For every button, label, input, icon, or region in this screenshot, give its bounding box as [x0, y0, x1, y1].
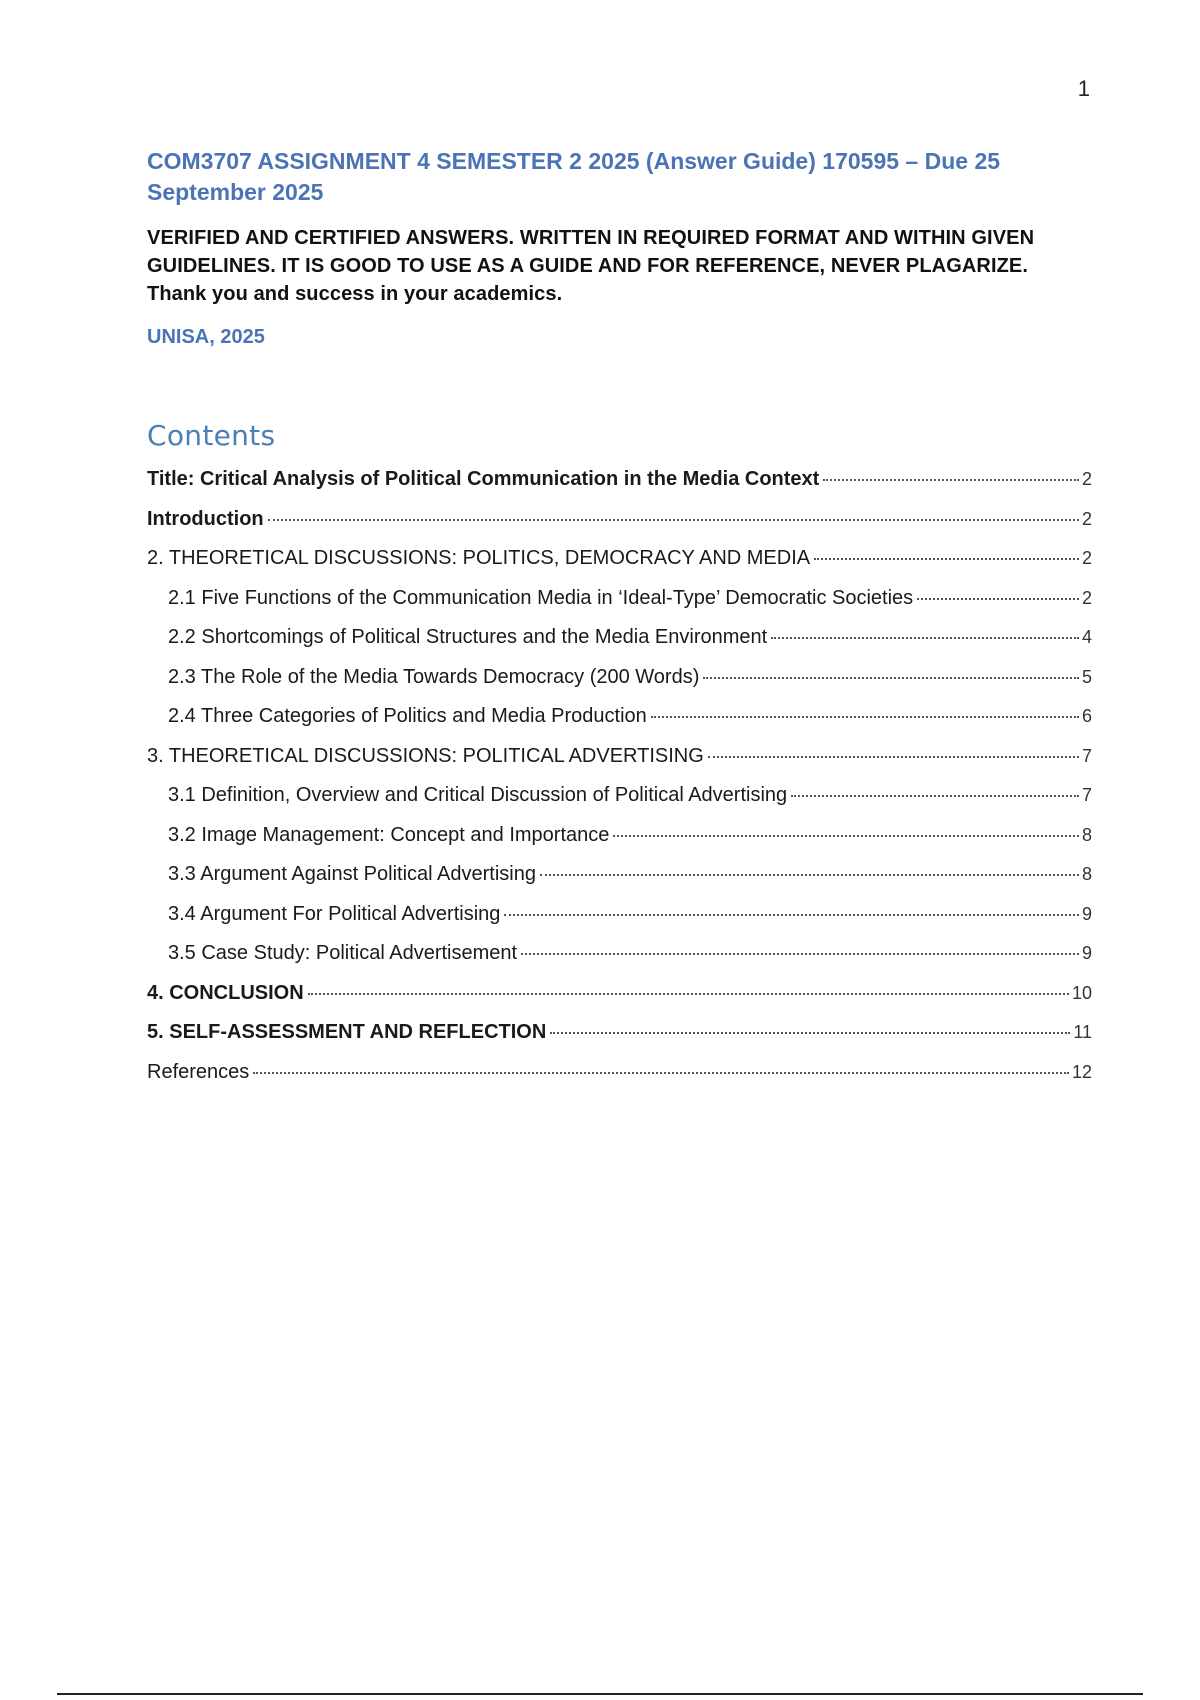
- toc-entry-label: References: [147, 1060, 250, 1083]
- contents-heading: Contents: [147, 419, 276, 452]
- toc-entry-section-3-4[interactable]: [147, 895, 1092, 935]
- toc-entry-label: 3.3 Argument Against Political Advertising: [168, 863, 536, 885]
- toc-entry-page: 9: [1081, 943, 1092, 963]
- dot-leader: [823, 479, 1079, 481]
- toc-entry-section-3-3[interactable]: [147, 855, 1092, 895]
- dot-leader: [771, 637, 1079, 639]
- toc-entry-page: 6: [1081, 706, 1092, 726]
- dot-leader: [540, 874, 1079, 876]
- toc-entry-page: 9: [1081, 903, 1092, 924]
- footer-divider: [57, 1693, 1143, 1695]
- toc-entry-label: 5. SELF-ASSESSMENT AND REFLECTION: [147, 1021, 547, 1043]
- toc-entry-label: Title: Critical Analysis of Political Communication in the Media Context: [147, 468, 820, 490]
- toc-entry-label: 4. CONCLUSION: [147, 981, 304, 1004]
- toc-entry-introduction[interactable]: [147, 500, 1092, 540]
- toc-entry-page: 5: [1081, 666, 1092, 687]
- toc-entry-section-2-2[interactable]: [147, 618, 1092, 658]
- dot-leader: [708, 756, 1079, 758]
- toc-entry-section-3-2[interactable]: [147, 816, 1092, 856]
- toc-entry-title[interactable]: [147, 460, 1092, 500]
- toc-entry-page: 11: [1073, 1022, 1092, 1042]
- toc-entry-label: 3.1 Definition, Overview and Critical Discussion of Political Advertising: [168, 784, 788, 806]
- document-body: [147, 146, 1092, 1092]
- toc-entry-references[interactable]: [147, 1053, 1092, 1093]
- toc-entry-section-2[interactable]: [147, 539, 1092, 579]
- dot-leader: [613, 835, 1079, 837]
- disclaimer-note: VERIFIED AND CERTIFIED ANSWERS. WRITTEN IN REQUIRED FORMAT AND WITHIN GIVEN GUIDELINES. IT IS GOOD TO USE AS A GUIDE AND FOR REFERENCE, NEVER PLAGARIZE. Thank you and success in your academics.: [147, 227, 1035, 305]
- dot-leader: [791, 795, 1079, 797]
- toc-entry-page: 8: [1081, 864, 1092, 884]
- toc-entry-page: 4: [1081, 627, 1092, 647]
- toc-entry-section-3-1[interactable]: [147, 776, 1092, 816]
- document-title: COM3707 ASSIGNMENT 4 SEMESTER 2 2025 (Answer Guide) 170595 – Due 25 September 2025: [147, 148, 1001, 205]
- toc-entry-section-3-5[interactable]: [147, 934, 1092, 974]
- toc-entry-label: Introduction: [147, 507, 264, 530]
- toc-entry-section-2-1[interactable]: [147, 579, 1092, 619]
- institution-year: UNISA, 2025: [147, 326, 265, 348]
- toc-entry-page: 2: [1081, 548, 1092, 568]
- toc-entry-label: 2.4 Three Categories of Politics and Media Production: [168, 705, 647, 727]
- toc-entry-page: 7: [1081, 745, 1092, 766]
- toc-entry-section-2-4[interactable]: [147, 697, 1092, 737]
- toc-entry-label: 3.2 Image Management: Concept and Importance: [168, 823, 610, 846]
- toc-entry-page: 12: [1071, 1061, 1092, 1082]
- toc-entry-label: 3.4 Argument For Political Advertising: [168, 902, 501, 925]
- toc-entry-section-2-3[interactable]: [147, 658, 1092, 698]
- toc-entry-page: 7: [1081, 785, 1092, 805]
- toc-entry-page: 8: [1081, 824, 1092, 845]
- toc-entry-label: 2.2 Shortcomings of Political Structures and the Media Environment: [168, 626, 768, 648]
- dot-leader: [504, 914, 1079, 916]
- toc-entry-label: 2.3 The Role of the Media Towards Democracy (200 Words): [168, 665, 700, 688]
- toc-entry-label: 2.1 Five Functions of the Communication Media in ‘Ideal-Type’ Democratic Societies: [168, 586, 914, 609]
- toc-entry-label: 3.5 Case Study: Political Advertisement: [168, 942, 518, 964]
- dot-leader: [521, 953, 1079, 955]
- page-number: 1: [1077, 76, 1090, 101]
- table-of-contents: [147, 460, 1092, 1092]
- toc-entry-label: 3. THEORETICAL DISCUSSIONS: POLITICAL ADVERTISING: [147, 744, 704, 767]
- dot-leader: [651, 716, 1079, 718]
- toc-entry-self-assessment[interactable]: [147, 1013, 1092, 1053]
- dot-leader: [814, 558, 1079, 560]
- toc-entry-page: 2: [1081, 508, 1092, 529]
- dot-leader: [253, 1072, 1069, 1074]
- dot-leader: [703, 677, 1079, 679]
- toc-entry-conclusion[interactable]: [147, 974, 1092, 1014]
- dot-leader: [308, 993, 1069, 995]
- toc-entry-label: 2. THEORETICAL DISCUSSIONS: POLITICS, DEMOCRACY AND MEDIA: [147, 547, 811, 569]
- dot-leader: [268, 519, 1079, 521]
- toc-entry-page: 10: [1071, 982, 1092, 1003]
- dot-leader: [917, 598, 1079, 600]
- toc-entry-page: 2: [1081, 469, 1092, 489]
- toc-entry-section-3[interactable]: [147, 737, 1092, 777]
- toc-entry-page: 2: [1081, 587, 1092, 608]
- dot-leader: [550, 1032, 1070, 1034]
